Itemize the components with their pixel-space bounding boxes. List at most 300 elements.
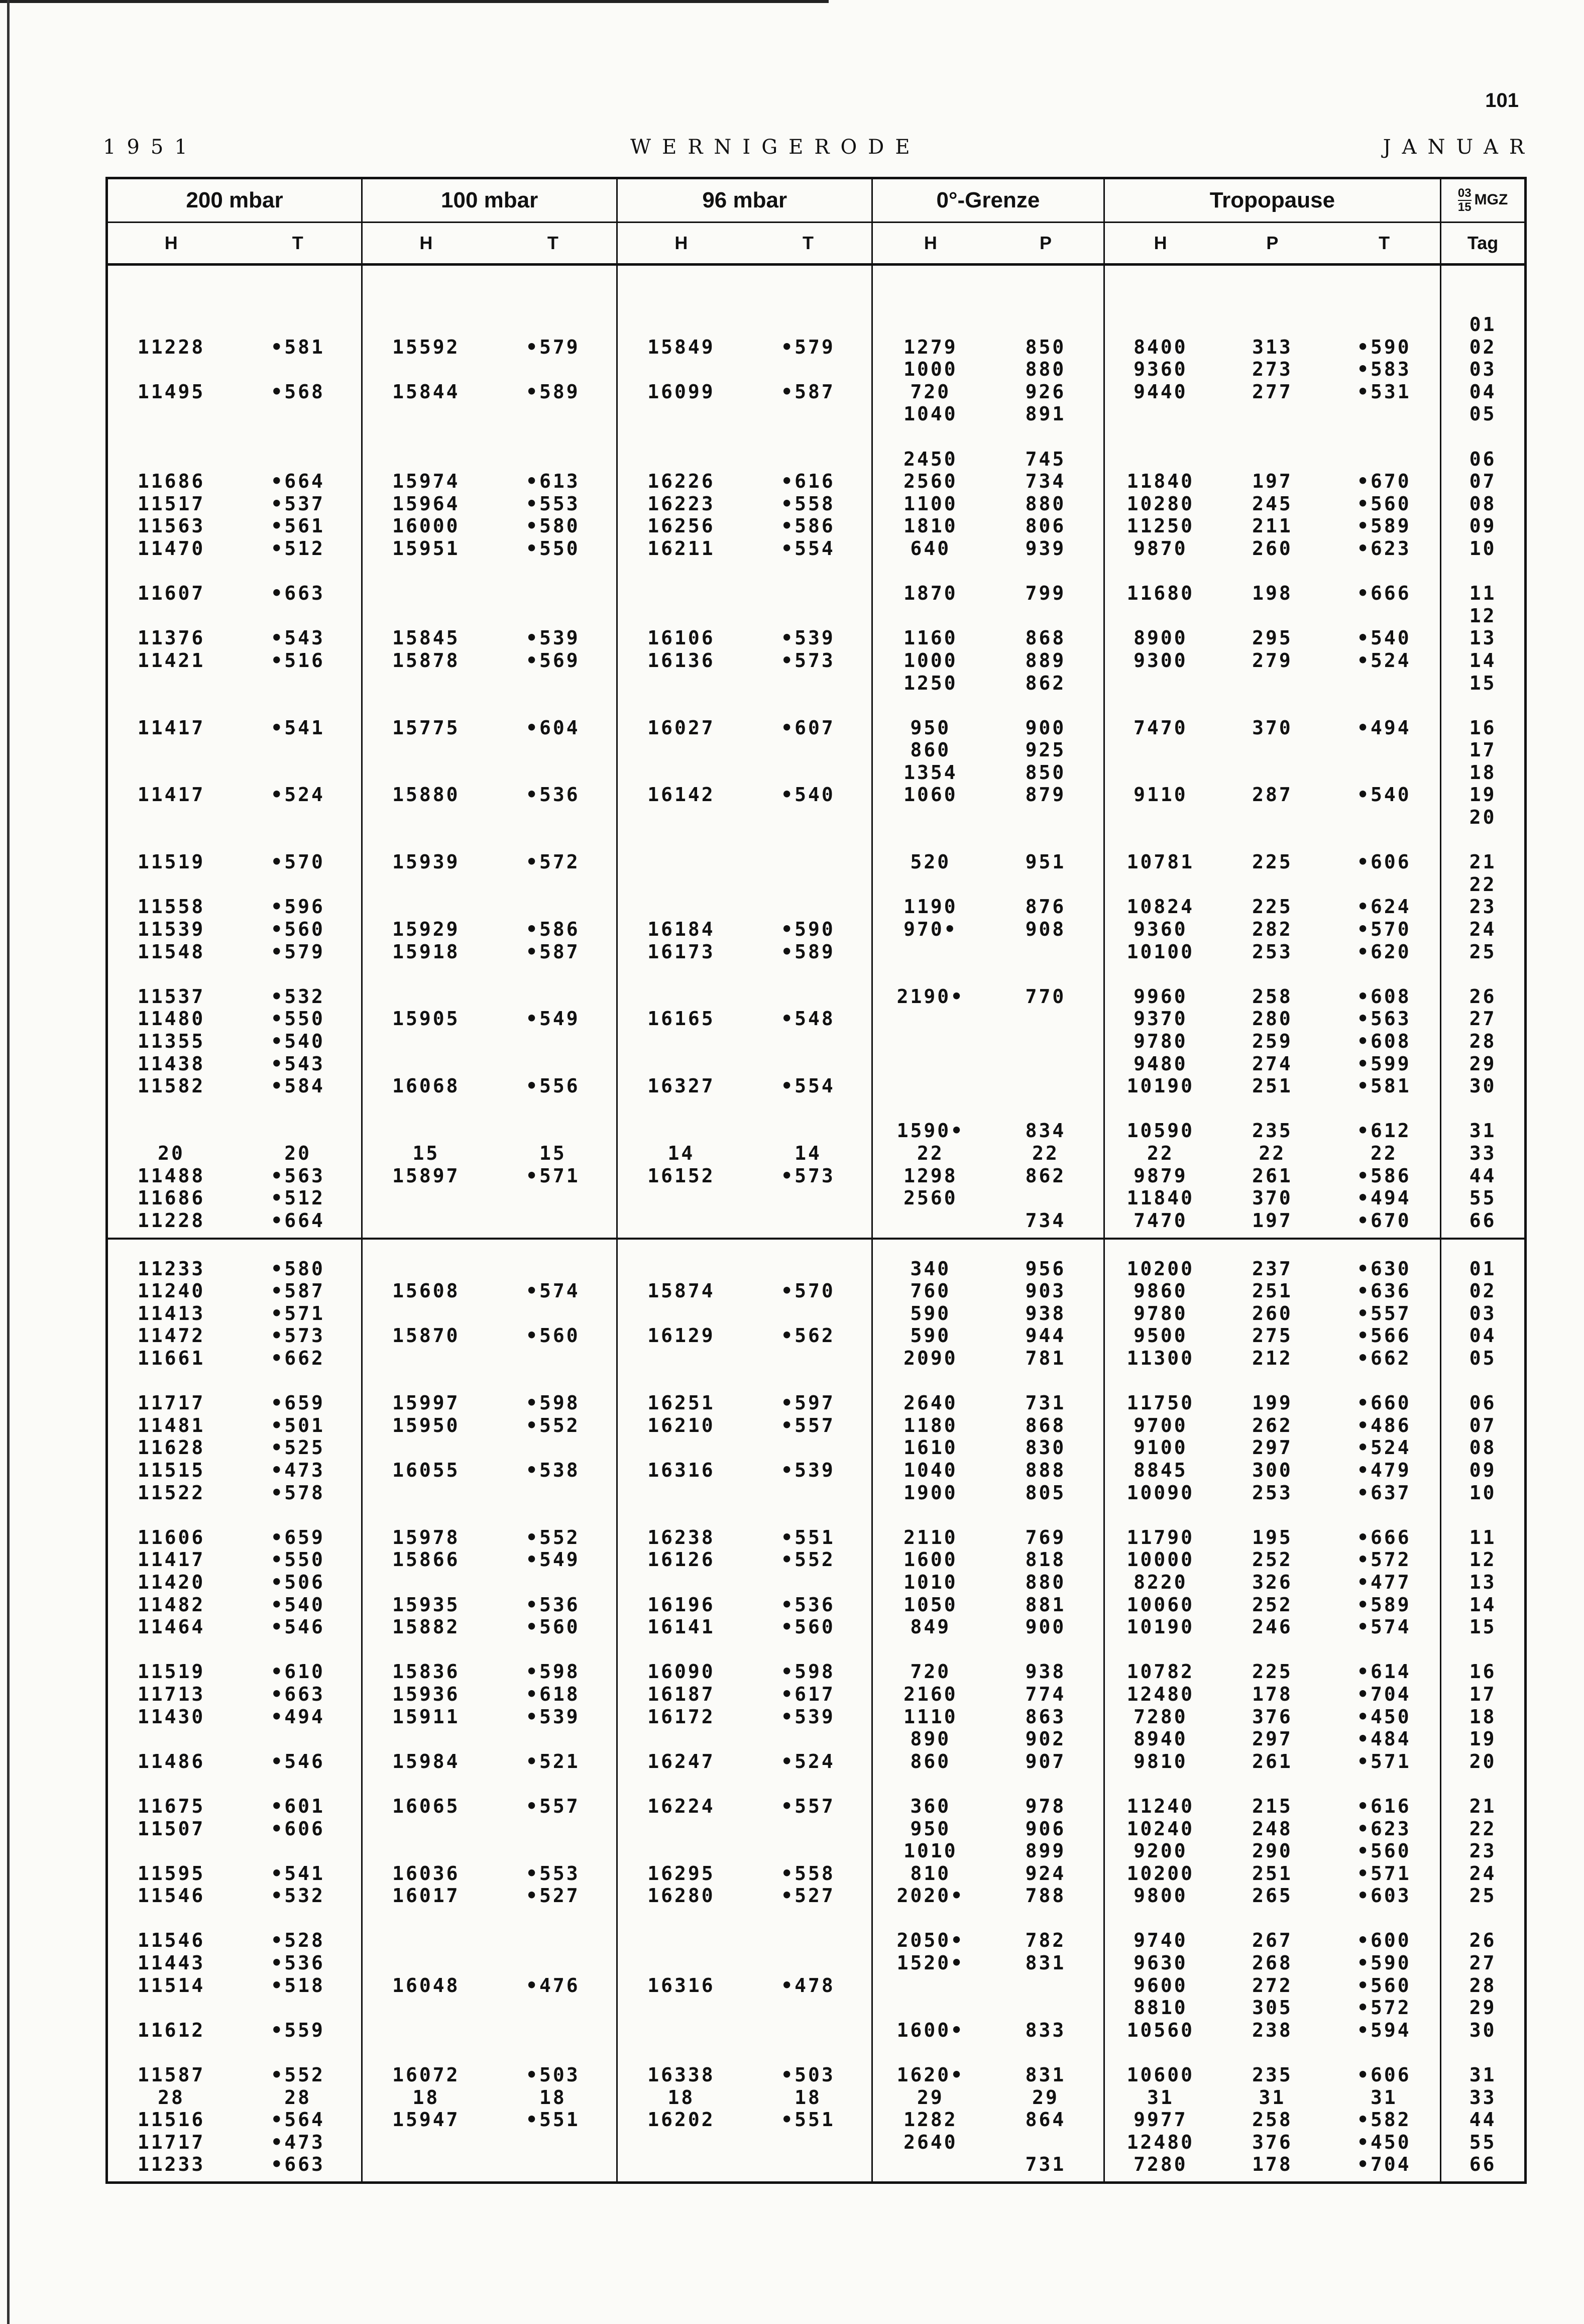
table-cell xyxy=(363,1482,490,1504)
table-cell xyxy=(363,1302,490,1325)
table-cell: •599 xyxy=(1357,1052,1411,1075)
table-cell: 22 xyxy=(1147,1142,1174,1164)
table-cell: •551 xyxy=(781,1526,835,1548)
table-cell xyxy=(873,873,988,896)
table-cell xyxy=(1216,829,1328,851)
table-cell: 15608 xyxy=(392,1280,460,1302)
table-row xyxy=(1105,560,1440,583)
table-cell xyxy=(108,425,235,448)
table-row xyxy=(108,605,361,627)
table-cell xyxy=(1328,403,1440,425)
table-cell: 01 xyxy=(1469,1257,1497,1280)
table-cell: 7280 xyxy=(1134,2153,1188,2176)
table-cell xyxy=(108,1638,235,1661)
table-cell: •587 xyxy=(271,1280,325,1302)
table-cell: •536 xyxy=(781,1593,835,1616)
table-row xyxy=(363,717,616,739)
table-row xyxy=(873,1526,1103,1549)
table-cell xyxy=(618,873,745,896)
table-cell xyxy=(490,605,617,627)
table-cell: 9860 xyxy=(1134,1280,1188,1302)
table-row xyxy=(873,1683,1103,1706)
table-cell: 15984 xyxy=(392,1750,460,1773)
table-cell: •540 xyxy=(271,1030,325,1052)
table-cell: 16129 xyxy=(647,1324,715,1347)
table-row xyxy=(618,1818,871,1840)
table-cell: •637 xyxy=(1357,1481,1411,1504)
table-row xyxy=(363,1548,616,1571)
table-cell: 938 xyxy=(1025,1661,1066,1683)
table-row xyxy=(1441,1818,1524,1840)
table-cell xyxy=(108,1728,235,1750)
table-cell xyxy=(1441,829,1524,851)
table-cell: •587 xyxy=(781,380,835,403)
table-cell: 9870 xyxy=(1134,537,1188,560)
table-cell xyxy=(363,985,490,1008)
table-cell: 225 xyxy=(1252,896,1293,918)
table-cell: •512 xyxy=(271,537,325,560)
table-cell xyxy=(745,1053,872,1075)
table-cell: 903 xyxy=(1025,1280,1066,1302)
table-row xyxy=(873,1280,1103,1302)
table-cell: 08 xyxy=(1469,492,1497,515)
table-cell: •539 xyxy=(781,627,835,649)
table-cell xyxy=(108,1773,235,1795)
table-cell xyxy=(1105,1097,1217,1120)
table-row xyxy=(873,1997,1103,2019)
table-cell: 7470 xyxy=(1134,716,1188,739)
sub-header-96-t: T xyxy=(745,223,872,265)
table-cell: 295 xyxy=(1252,627,1293,649)
table-cell xyxy=(490,1818,617,1840)
table-row xyxy=(1105,1773,1440,1795)
table-row xyxy=(1105,605,1440,627)
table-cell xyxy=(490,1571,617,1594)
table-cell: 11250 xyxy=(1126,515,1195,537)
table-cell xyxy=(363,1258,490,1280)
table-row xyxy=(1105,1638,1440,1661)
table-row xyxy=(873,1862,1103,1885)
table-cell: •473 xyxy=(271,2131,325,2153)
table-cell xyxy=(745,1728,872,1750)
table-cell: 252 xyxy=(1252,1593,1293,1616)
table-cell: •548 xyxy=(781,1008,835,1030)
table-cell xyxy=(1216,739,1328,761)
sub-header-tag: Tag xyxy=(1441,223,1526,265)
table-cell: 1590• xyxy=(896,1120,965,1142)
table-cell: 21 xyxy=(1469,851,1497,873)
table-cell: 899 xyxy=(1025,1840,1066,1862)
table-row xyxy=(1441,1324,1524,1347)
table-cell xyxy=(873,313,988,336)
table-cell: 906 xyxy=(1025,1817,1066,1840)
table-row xyxy=(873,537,1103,560)
half1-zero-degree-values xyxy=(873,266,1103,1232)
table-cell: 16152 xyxy=(647,1164,715,1187)
table-cell: 268 xyxy=(1252,1952,1293,1974)
table-cell xyxy=(873,1053,988,1075)
table-row xyxy=(108,425,361,448)
table-row xyxy=(108,829,361,851)
table-row xyxy=(873,1209,1103,1232)
table-cell xyxy=(363,896,490,918)
table-cell: •546 xyxy=(271,1750,325,1773)
table-cell xyxy=(988,1030,1103,1053)
table-cell: 11750 xyxy=(1126,1392,1195,1414)
table-cell: •569 xyxy=(526,649,580,672)
table-cell xyxy=(490,1997,617,2019)
table-cell: •608 xyxy=(1357,1030,1411,1052)
table-row xyxy=(1105,2109,1440,2131)
table-cell: 1000 xyxy=(903,649,958,672)
table-cell: 44 xyxy=(1469,1164,1497,1187)
table-row xyxy=(363,1142,616,1165)
half2-200mbar-values xyxy=(108,1240,361,2176)
table-cell: 27 xyxy=(1469,1008,1497,1030)
table-cell: 19 xyxy=(1469,1728,1497,1750)
table-row xyxy=(618,739,871,761)
table-row xyxy=(1441,1638,1524,1661)
table-cell xyxy=(235,2041,361,2064)
table-cell: 978 xyxy=(1025,1795,1066,1817)
table-row xyxy=(108,1008,361,1030)
table-cell xyxy=(1216,313,1328,336)
table-cell xyxy=(1328,1370,1440,1392)
table-row xyxy=(108,1773,361,1795)
table-cell: 734 xyxy=(1025,1209,1066,1232)
table-cell: 19 xyxy=(1469,784,1497,806)
table-cell: 22 xyxy=(917,1142,944,1164)
table-cell xyxy=(745,1773,872,1795)
table-row xyxy=(1441,470,1524,493)
mgz-fraction-bottom: 15 xyxy=(1457,200,1472,214)
table-cell: 199 xyxy=(1252,1392,1293,1414)
table-cell: 1900 xyxy=(903,1481,958,1504)
table-cell xyxy=(363,806,490,829)
table-row xyxy=(618,1324,871,1347)
table-cell xyxy=(745,851,872,873)
table-row xyxy=(618,403,871,425)
table-row xyxy=(363,1862,616,1885)
table-cell xyxy=(490,1504,617,1526)
table-cell xyxy=(1441,425,1524,448)
table-row xyxy=(1441,1795,1524,1818)
table-cell: •586 xyxy=(1357,1164,1411,1187)
table-cell: 28 xyxy=(158,2086,185,2109)
table-row xyxy=(108,1097,361,1120)
table-cell: 1160 xyxy=(903,627,958,649)
table-cell: 04 xyxy=(1469,1324,1497,1347)
table-cell: 16090 xyxy=(647,1661,715,1683)
table-cell: 15918 xyxy=(392,940,460,963)
table-cell: •573 xyxy=(781,1164,835,1187)
table-row xyxy=(363,1258,616,1280)
table-row xyxy=(363,1165,616,1187)
table-row xyxy=(1441,1929,1524,1952)
table-row xyxy=(363,448,616,471)
table-cell: •623 xyxy=(1357,537,1411,560)
table-cell xyxy=(1216,1504,1328,1526)
table-row xyxy=(363,1053,616,1075)
table-cell xyxy=(1105,806,1217,829)
table-cell: •552 xyxy=(781,1548,835,1571)
table-cell xyxy=(490,1436,617,1459)
table-row xyxy=(1441,918,1524,941)
table-row xyxy=(873,1818,1103,1840)
table-row xyxy=(363,2041,616,2064)
table-cell: •528 xyxy=(271,1929,325,1952)
table-row xyxy=(873,1030,1103,1053)
table-cell: •583 xyxy=(1357,358,1411,381)
table-row xyxy=(1441,649,1524,672)
table-row xyxy=(1441,1661,1524,1683)
table-cell: •560 xyxy=(1357,1840,1411,1862)
table-cell xyxy=(745,1952,872,1974)
table-row xyxy=(363,1504,616,1526)
table-cell: •559 xyxy=(271,2019,325,2041)
table-row xyxy=(1441,2153,1524,2176)
header-month: JANUAR xyxy=(1383,136,1535,159)
table-cell: •606 xyxy=(1357,851,1411,873)
table-cell xyxy=(490,2153,617,2176)
group-header-tropopause: Tropopause xyxy=(1104,178,1441,223)
table-row xyxy=(108,1526,361,1549)
table-cell: 27 xyxy=(1469,1952,1497,1974)
table-cell xyxy=(988,605,1103,627)
table-row xyxy=(873,2041,1103,2064)
table-cell: 16142 xyxy=(647,784,715,806)
table-row xyxy=(1441,2064,1524,2086)
table-row xyxy=(873,1773,1103,1795)
table-cell: •570 xyxy=(781,1280,835,1302)
table-cell xyxy=(490,1907,617,1930)
table-cell xyxy=(1105,1907,1217,1930)
table-row xyxy=(1105,627,1440,649)
table-cell: 8940 xyxy=(1134,1728,1188,1750)
table-row xyxy=(618,1459,871,1482)
half2-100mbar-values xyxy=(363,1240,616,2176)
table-cell: •581 xyxy=(1357,1075,1411,1097)
group-header-100mbar: 100 mbar xyxy=(362,178,617,223)
table-cell: 11515 xyxy=(137,1459,205,1482)
table-cell: 2160 xyxy=(903,1683,958,1705)
table-row xyxy=(363,896,616,918)
table-row xyxy=(873,1008,1103,1030)
table-row xyxy=(108,761,361,784)
table-cell xyxy=(108,2041,235,2064)
table-cell: 11516 xyxy=(137,2109,205,2131)
table-cell xyxy=(1328,1638,1440,1661)
table-cell: •659 xyxy=(271,1392,325,1414)
table-cell: 26 xyxy=(1469,1929,1497,1952)
table-cell: •550 xyxy=(526,537,580,560)
table-cell: 9810 xyxy=(1134,1750,1188,1773)
table-cell: 55 xyxy=(1469,2131,1497,2153)
table-cell xyxy=(618,1302,745,1325)
table-cell: •540 xyxy=(1357,627,1411,649)
table-row xyxy=(618,1414,871,1437)
table-row xyxy=(618,1436,871,1459)
table-cell: 2560 xyxy=(903,470,958,493)
table-cell: 16184 xyxy=(647,918,715,941)
table-cell: •594 xyxy=(1357,2019,1411,2041)
table-row xyxy=(618,784,871,806)
table-cell: 864 xyxy=(1025,2109,1066,2131)
table-cell xyxy=(1328,2041,1440,2064)
table-cell: 16187 xyxy=(647,1683,715,1705)
table-row xyxy=(1441,1459,1524,1482)
table-cell: •531 xyxy=(1357,380,1411,403)
table-row xyxy=(1105,470,1440,493)
table-cell xyxy=(745,1097,872,1120)
table-row xyxy=(108,1548,361,1571)
table-cell xyxy=(108,313,235,336)
table-cell xyxy=(618,963,745,985)
table-cell: 13 xyxy=(1469,1571,1497,1593)
table-cell: •541 xyxy=(271,1862,325,1885)
table-cell: 970• xyxy=(903,918,958,941)
table-cell: 30 xyxy=(1469,1075,1497,1097)
table-cell: 720 xyxy=(910,380,951,403)
table-cell: 15936 xyxy=(392,1683,460,1705)
table-cell xyxy=(873,560,988,583)
table-cell xyxy=(618,1818,745,1840)
table-row xyxy=(108,806,361,829)
table-cell: 246 xyxy=(1252,1616,1293,1638)
table-cell: •524 xyxy=(271,784,325,806)
table-cell xyxy=(108,873,235,896)
table-cell: 15844 xyxy=(392,380,460,403)
table-cell: 15 xyxy=(539,1142,567,1164)
table-cell: 16196 xyxy=(647,1593,715,1616)
table-row xyxy=(873,1075,1103,1097)
table-cell: 9700 xyxy=(1134,1414,1188,1436)
table-cell: 720 xyxy=(910,1661,951,1683)
table-cell xyxy=(490,1482,617,1504)
table-cell xyxy=(618,672,745,695)
table-cell xyxy=(618,1436,745,1459)
table-row xyxy=(618,493,871,515)
table-cell: •539 xyxy=(526,1705,580,1728)
table-cell: 8400 xyxy=(1134,336,1188,358)
table-cell xyxy=(618,1120,745,1142)
table-cell: 1010 xyxy=(903,1840,958,1862)
table-cell: 1354 xyxy=(903,761,958,784)
sub-header-100-t: T xyxy=(490,223,617,265)
table-row xyxy=(1441,896,1524,918)
table-cell xyxy=(745,425,872,448)
table-cell xyxy=(745,829,872,851)
table-row xyxy=(108,358,361,381)
table-cell: •532 xyxy=(271,1885,325,1907)
table-cell: •536 xyxy=(526,784,580,806)
table-cell xyxy=(363,1638,490,1661)
table-cell: 11686 xyxy=(137,470,205,493)
table-cell: 2560 xyxy=(903,1187,958,1209)
table-row xyxy=(363,1952,616,1974)
table-row xyxy=(618,1504,871,1526)
table-row xyxy=(1441,985,1524,1008)
table-cell: 16316 xyxy=(647,1974,715,1997)
table-cell xyxy=(1216,963,1328,985)
scan-edge-top xyxy=(0,0,829,3)
table-cell: 781 xyxy=(1025,1347,1066,1370)
table-cell: •607 xyxy=(781,716,835,739)
table-cell: 16000 xyxy=(392,515,460,537)
table-cell: •663 xyxy=(271,2153,325,2176)
table-row xyxy=(873,717,1103,739)
table-row xyxy=(618,1302,871,1325)
table-cell xyxy=(1328,1907,1440,1930)
table-row xyxy=(873,941,1103,963)
table-row xyxy=(1105,1097,1440,1120)
table-cell: 11517 xyxy=(137,492,205,515)
table-cell: •450 xyxy=(1357,1705,1411,1728)
table-row xyxy=(1441,1008,1524,1030)
table-row xyxy=(618,985,871,1008)
table-cell: 28 xyxy=(284,2086,311,2109)
table-cell xyxy=(1216,1773,1328,1795)
table-cell: •597 xyxy=(781,1392,835,1414)
table-cell: 277 xyxy=(1252,380,1293,403)
table-cell: 238 xyxy=(1252,2019,1293,2041)
table-cell: 770 xyxy=(1025,985,1066,1008)
table-cell xyxy=(490,1773,617,1795)
table-cell xyxy=(618,2131,745,2154)
table-cell: 1520• xyxy=(896,1952,965,1974)
table-cell: 16338 xyxy=(647,2064,715,2086)
table-cell: 260 xyxy=(1252,1302,1293,1324)
table-cell: 259 xyxy=(1252,1030,1293,1052)
table-cell xyxy=(1216,806,1328,829)
table-cell xyxy=(490,313,617,336)
table-cell: 11472 xyxy=(137,1324,205,1347)
scan-edge-left xyxy=(7,0,10,2324)
table-cell: 25 xyxy=(1469,940,1497,963)
table-row xyxy=(363,1030,616,1053)
table-cell xyxy=(873,806,988,829)
table-cell: 805 xyxy=(1025,1481,1066,1504)
table-cell xyxy=(1105,672,1217,695)
table-cell: 15845 xyxy=(392,627,460,649)
table-row xyxy=(1441,761,1524,784)
table-row xyxy=(1441,1974,1524,1997)
table-cell: 11675 xyxy=(137,1795,205,1817)
table-row xyxy=(873,1594,1103,1616)
table-cell xyxy=(745,1482,872,1504)
table-row xyxy=(363,2086,616,2109)
table-cell xyxy=(1328,963,1440,985)
table-cell: 279 xyxy=(1252,649,1293,672)
table-cell: 11546 xyxy=(137,1929,205,1952)
table-cell: 261 xyxy=(1252,1164,1293,1187)
table-cell xyxy=(618,2153,745,2176)
table-cell: •584 xyxy=(271,1075,325,1097)
table-row xyxy=(363,1280,616,1302)
table-cell: 300 xyxy=(1252,1459,1293,1482)
table-cell: •552 xyxy=(526,1526,580,1548)
table-row xyxy=(618,1120,871,1142)
table-cell: 16048 xyxy=(392,1974,460,1997)
table-cell: 11300 xyxy=(1126,1347,1195,1370)
table-row xyxy=(873,896,1103,918)
table-cell: 833 xyxy=(1025,2019,1066,2041)
table-cell: 376 xyxy=(1252,1705,1293,1728)
table-cell: 9200 xyxy=(1134,1840,1188,1862)
table-cell: 237 xyxy=(1252,1257,1293,1280)
table-cell xyxy=(235,694,361,717)
table-row xyxy=(108,649,361,672)
